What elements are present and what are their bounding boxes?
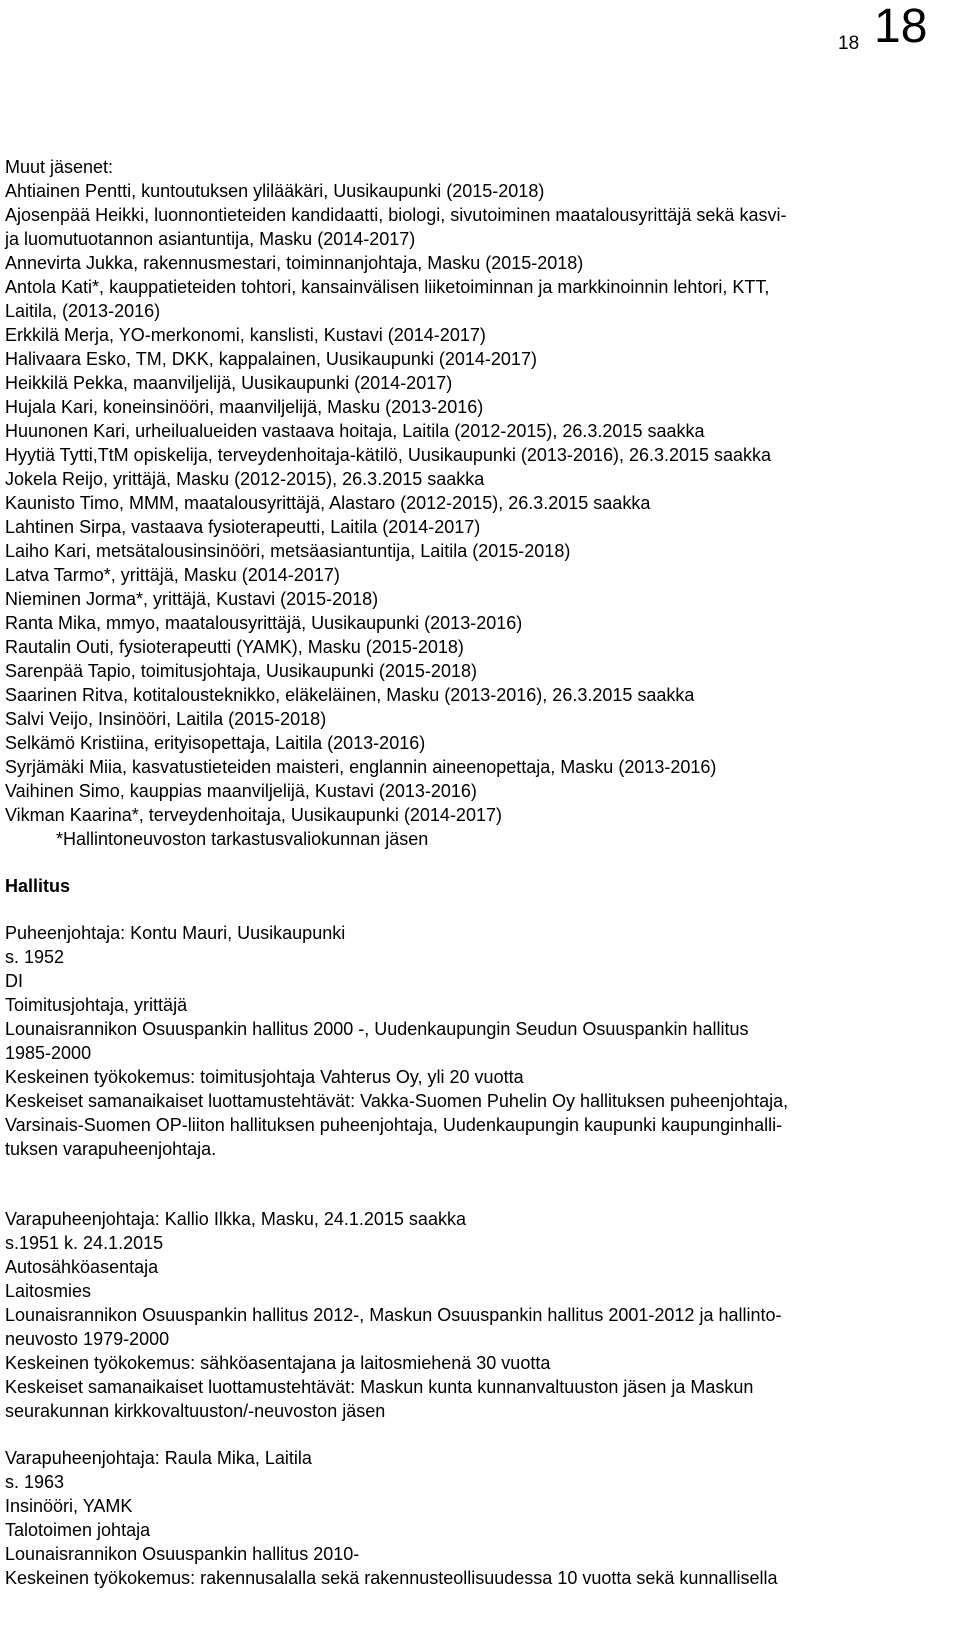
member-line: Hyytiä Tytti,TtM opiskelija, terveydenhoitaja-kätilö, Uusikaupunki (2013-2016), 26.3.2015 saakka bbox=[5, 445, 772, 465]
member-line: Hujala Kari, koneinsinööri, maanviljelijä, Masku (2013-2016) bbox=[5, 397, 484, 417]
board-heading: Hallitus bbox=[5, 876, 71, 896]
member-line: Sarenpää Tapio, toimitusjohtaja, Uusikaupunki (2015-2018) bbox=[5, 661, 477, 681]
chair-line: Keskeinen työkokemus: toimitusjohtaja Vahterus Oy, yli 20 vuotta bbox=[5, 1067, 524, 1087]
member-line: Kaunisto Timo, MMM, maatalousyrittäjä, Alastaro (2012-2015), 26.3.2015 saakka bbox=[5, 493, 651, 513]
chair-line: Keskeiset samanaikaiset luottamustehtävät: Vakka-Suomen Puhelin Oy hallituksen puheenjohtaja, bbox=[5, 1091, 789, 1111]
member-line: Selkämö Kristiina, erityisopettaja, Laitila (2013-2016) bbox=[5, 733, 426, 753]
vice-chair-line: Talotoimen johtaja bbox=[5, 1520, 151, 1540]
page-number-large: 18 bbox=[874, 0, 928, 53]
member-line: Ajosenpää Heikki, luonnontieteiden kandidaatti, biologi, sivutoiminen maatalousyrittäjä sekä kasvi- bbox=[5, 205, 787, 225]
member-line: Ahtiainen Pentti, kuntoutuksen ylilääkäri, Uusikaupunki (2015-2018) bbox=[5, 181, 545, 201]
chair-line: 1985-2000 bbox=[5, 1043, 92, 1063]
vice-chair-2-block bbox=[5, 1446, 955, 1590]
member-line: Jokela Reijo, yrittäjä, Masku (2012-2015), 26.3.2015 saakka bbox=[5, 469, 485, 489]
member-line: Nieminen Jorma*, yrittäjä, Kustavi (2015-2018) bbox=[5, 589, 379, 609]
section-spacer bbox=[5, 1161, 955, 1207]
member-line: Vikman Kaarina*, terveydenhoitaja, Uusikaupunki (2014-2017) bbox=[5, 805, 502, 825]
chair-line: Toimitusjohtaja, yrittäjä bbox=[5, 995, 188, 1015]
member-line: Ranta Mika, mmyo, maatalousyrittäjä, Uusikaupunki (2013-2016) bbox=[5, 613, 523, 633]
vice-chair-line: s. 1963 bbox=[5, 1472, 65, 1492]
vice-chair-line: neuvosto 1979-2000 bbox=[5, 1329, 170, 1349]
vice-chair-line: Insinööri, YAMK bbox=[5, 1496, 133, 1516]
document-body bbox=[5, 155, 955, 1590]
members-footnote: *Hallintoneuvoston tarkastusvaliokunnan jäsen bbox=[56, 829, 429, 849]
member-line: Syrjämäki Miia, kasvatustieteiden maisteri, englannin aineenopettaja, Masku (2013-2016) bbox=[5, 757, 717, 777]
vice-chair-line: Lounaisrannikon Osuuspankin hallitus 2012-, Maskun Osuuspankin hallitus 2001-2012 ja hallinto- bbox=[5, 1305, 782, 1325]
member-line: Annevirta Jukka, rakennusmestari, toiminnanjohtaja, Masku (2015-2018) bbox=[5, 253, 584, 273]
vice-chair-line: Keskeinen työkokemus: rakennusalalla sekä rakennusteollisuudessa 10 vuotta sekä kunnallisella bbox=[5, 1568, 778, 1588]
vice-chair-line: Lounaisrannikon Osuuspankin hallitus 2010- bbox=[5, 1544, 360, 1564]
vice-chair-line: Keskeiset samanaikaiset luottamustehtävät: Maskun kunta kunnanvaltuuston jäsen ja Maskun bbox=[5, 1377, 754, 1397]
members-heading: Muut jäsenet: bbox=[5, 157, 114, 177]
section-spacer bbox=[5, 1423, 955, 1446]
members-section bbox=[5, 155, 955, 851]
member-line: Latva Tarmo*, yrittäjä, Masku (2014-2017) bbox=[5, 565, 340, 585]
member-line: Vaihinen Simo, kauppias maanviljelijä, Kustavi (2013-2016) bbox=[5, 781, 477, 801]
member-line: Antola Kati*, kauppatieteiden tohtori, kansainvälisen liiketoiminnan ja markkinoinnin lehtori, KTT, bbox=[5, 277, 770, 297]
board-section bbox=[5, 874, 955, 1590]
section-spacer bbox=[5, 898, 955, 921]
member-line: Salvi Veijo, Insinööri, Laitila (2015-2018) bbox=[5, 709, 327, 729]
member-line: ja luomutuotannon asiantuntija, Masku (2014-2017) bbox=[5, 229, 416, 249]
vice-chair-line: Laitosmies bbox=[5, 1281, 92, 1301]
member-line: Huunonen Kari, urheilualueiden vastaava hoitaja, Laitila (2012-2015), 26.3.2015 saakka bbox=[5, 421, 705, 441]
chair-line: Lounaisrannikon Osuuspankin hallitus 2000 -, Uudenkaupungin Seudun Osuuspankin hallitus bbox=[5, 1019, 749, 1039]
member-line: Lahtinen Sirpa, vastaava fysioterapeutti, Laitila (2014-2017) bbox=[5, 517, 481, 537]
vice-chair-line: Autosähköasentaja bbox=[5, 1257, 159, 1277]
member-line: Halivaara Esko, TM, DKK, kappalainen, Uusikaupunki (2014-2017) bbox=[5, 349, 537, 369]
section-spacer bbox=[5, 851, 955, 874]
vice-chair-line: Keskeinen työkokemus: sähköasentajana ja laitosmiehenä 30 vuotta bbox=[5, 1353, 551, 1373]
chair-line: Varsinais-Suomen OP-liiton hallituksen puheenjohtaja, Uudenkaupungin kaupunki kaupunginhalli- bbox=[5, 1115, 783, 1135]
member-line: Rautalin Outi, fysioterapeutti (YAMK), Masku (2015-2018) bbox=[5, 637, 464, 657]
chair-line: Puheenjohtaja: Kontu Mauri, Uusikaupunki bbox=[5, 923, 346, 943]
member-line: Erkkilä Merja, YO-merkonomi, kanslisti, Kustavi (2014-2017) bbox=[5, 325, 486, 345]
chair-line: DI bbox=[5, 971, 23, 991]
chair-line: s. 1952 bbox=[5, 947, 65, 967]
vice-chair-line: s.1951 k. 24.1.2015 bbox=[5, 1233, 164, 1253]
member-line: Heikkilä Pekka, maanviljelijä, Uusikaupunki (2014-2017) bbox=[5, 373, 453, 393]
chair-block bbox=[5, 921, 955, 1161]
page-number-small: 18 bbox=[838, 33, 860, 54]
member-line: Laitila, (2013-2016) bbox=[5, 301, 161, 321]
vice-chair-line: Varapuheenjohtaja: Kallio Ilkka, Masku, 24.1.2015 saakka bbox=[5, 1209, 466, 1229]
vice-chair-line: Varapuheenjohtaja: Raula Mika, Laitila bbox=[5, 1448, 312, 1468]
member-line: Saarinen Ritva, kotitalousteknikko, eläkeläinen, Masku (2013-2016), 26.3.2015 saakka bbox=[5, 685, 695, 705]
member-line: Laiho Kari, metsätalousinsinööri, metsäasiantuntija, Laitila (2015-2018) bbox=[5, 541, 571, 561]
chair-line: tuksen varapuheenjohtaja. bbox=[5, 1139, 217, 1159]
vice-chair-1-block bbox=[5, 1207, 955, 1423]
vice-chair-line: seurakunnan kirkkovaltuuston/-neuvoston jäsen bbox=[5, 1401, 386, 1421]
